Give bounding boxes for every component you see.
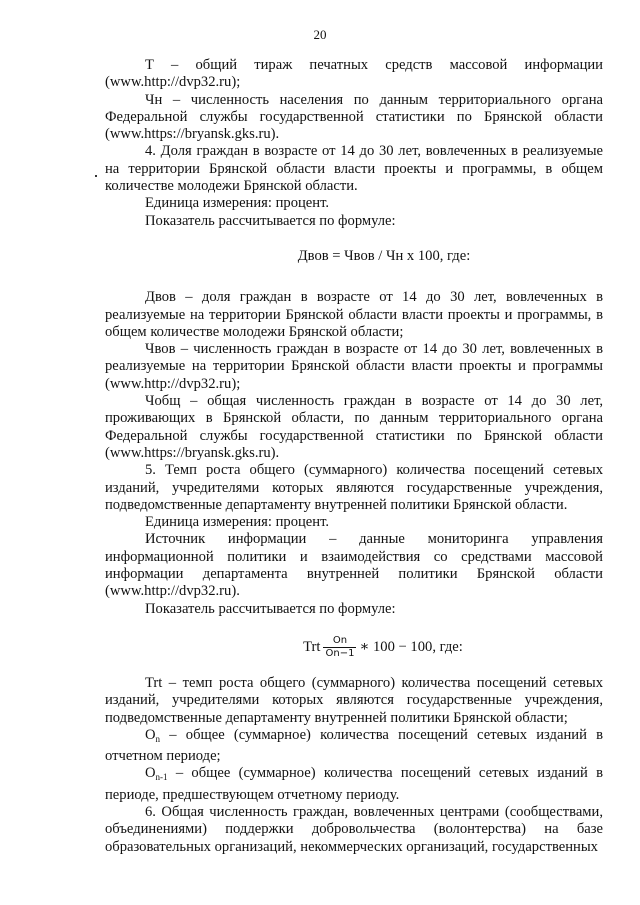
paragraph: Чобщ – общая численность граждан в возрасте от 14 до 30 лет, проживающих в Брянской области, по данным территориального органа Федеральной службы государственной статистики по Брянской области (www.https://bryansk.gks.ru). [105, 393, 603, 461]
paragraph: 6. Общая численность граждан, вовлеченных центрами (сообществами, объединениями) поддержки добровольчества (волонтерства) на базе образовательных организаций, некоммерческих организаций, государственных [105, 803, 603, 855]
definition-text: – общее (суммарное) количества посещений сетевых изданий в периоде, предшествующем отчетному периоду. [105, 765, 603, 803]
formula-fraction [323, 635, 356, 660]
symbol: О [145, 765, 156, 782]
definition-text: – общее (суммарное) количества посещений сетевых изданий в отчетном периоде; [105, 726, 603, 765]
formula-denominator: On−1 [325, 647, 355, 659]
paragraph: Единица измерения: процент. [145, 195, 330, 212]
document-body [105, 57, 603, 856]
formula-trt [163, 635, 603, 660]
paragraph: Чвов – численность граждан в возрасте от 14 до 30 лет, вовлеченных в реализуемые на территории Брянской области власти проекты и программы (www.http://dvp32.ru); [105, 341, 603, 392]
symbol-subscript: n [155, 733, 161, 744]
paragraph: Чн – численность населения по данным территориального органа Федеральной службы государственной статистики по Брянской области (www.https://bryansk.gks.ru). [105, 91, 603, 143]
paragraph: Показатель рассчитывается по формуле: [145, 212, 396, 229]
paragraph: 4. Доля граждан в возрасте от 14 до 30 лет, вовлеченных в реализуемые на территории Брянской области власти проекты и программы, в общем количестве молодежи Брянской области. [105, 143, 603, 195]
paragraph: Единица измерения: процент. [145, 514, 330, 531]
paragraph: 5. Темп роста общего (суммарного) количества посещений сетевых изданий, учредителями которых являются государственные учреждения, подведомственные департаменту внутренней политики Брянской области. [105, 462, 603, 513]
symbol: О [145, 726, 156, 743]
paragraph-def-on [105, 727, 603, 766]
formula-rhs: ∗ 100 − 100, где: [359, 638, 463, 655]
paragraph: Источник информации – данные мониторинга управления информационной политики и взаимодействия со средствами массовой информации департамента внутренней политики Брянской области (www.http://dvp32.ru). [105, 531, 603, 600]
formula-numerator: On [323, 635, 356, 648]
symbol-subscript: n-1 [155, 772, 168, 783]
formula-dvov: Двов = Чвов / Чн х 100, где: [297, 247, 471, 264]
paragraph: Trt – темп роста общего (суммарного) количества посещений сетевых изданий, учредителями которых являются государственные учреждения, подведомственные департаменту внутренней политики Брянской области; [105, 674, 603, 726]
paragraph: Т – общий тираж печатных средств массовой информации (www.http://dvp32.ru); [105, 57, 603, 91]
page-number: 20 [313, 27, 327, 42]
paragraph: Двов – доля граждан в возрасте от 14 до 30 лет, вовлеченных в реализуемые на территории Брянской области власти проекты и программы, в общем количестве молодежи Брянской области; [105, 289, 603, 340]
paragraph-def-on1 [105, 765, 603, 804]
formula-lhs: Trt [303, 638, 321, 655]
margin-mark [95, 175, 97, 177]
paragraph: Показатель рассчитывается по формуле: [145, 600, 396, 617]
